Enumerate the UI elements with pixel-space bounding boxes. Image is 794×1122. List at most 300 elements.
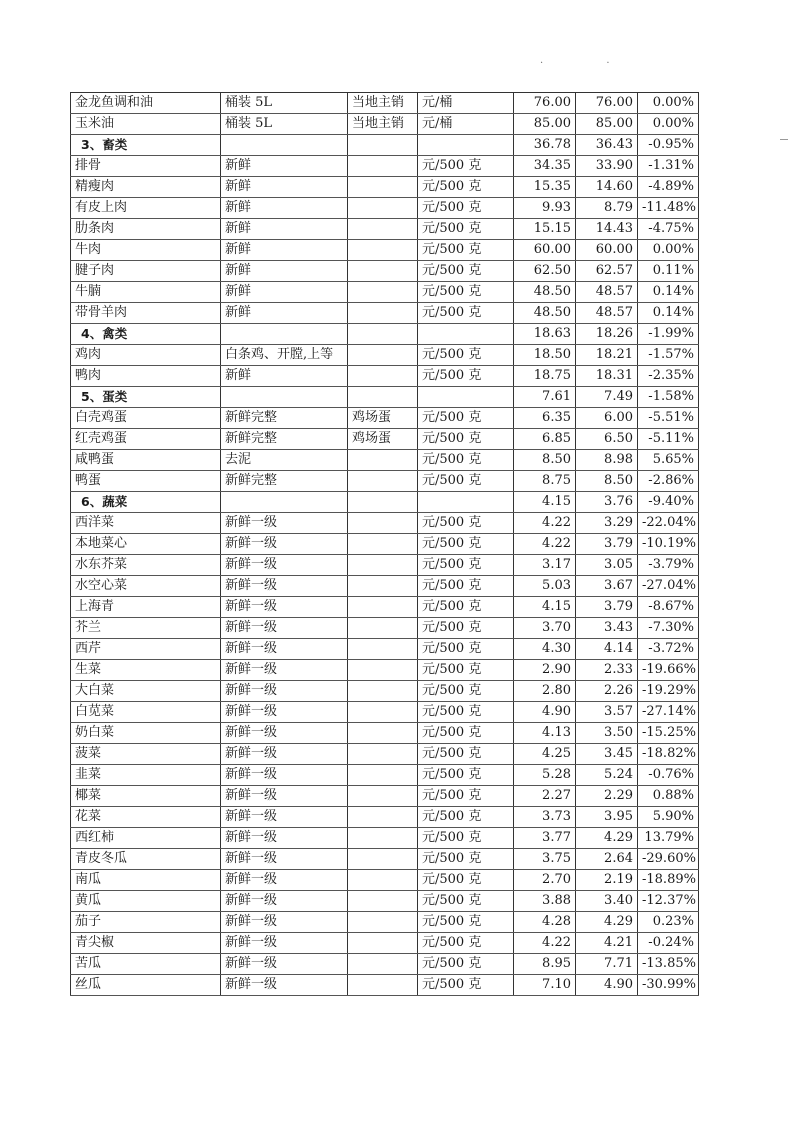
item-name-cell: 肋条肉 — [71, 219, 221, 240]
unit-cell: 元/500 克 — [418, 681, 514, 702]
item-name-cell: 青皮冬瓜 — [71, 849, 221, 870]
note-cell — [348, 828, 418, 849]
table-row — [71, 534, 699, 555]
unit-cell: 元/500 克 — [418, 975, 514, 996]
note-cell: 当地主销 — [348, 114, 418, 135]
spec-cell: 新鲜一级 — [221, 702, 348, 723]
current-price-cell: 8.79 — [576, 198, 638, 219]
change-percent-cell: -22.04% — [638, 513, 699, 534]
change-percent-cell: -1.31% — [638, 156, 699, 177]
previous-price-cell: 4.13 — [514, 723, 576, 744]
item-name-cell: 水东芥菜 — [71, 555, 221, 576]
change-percent-cell: -5.11% — [638, 429, 699, 450]
spec-cell: 新鲜 — [221, 198, 348, 219]
spec-cell — [221, 135, 348, 156]
spec-cell — [221, 324, 348, 345]
change-percent-cell: -1.99% — [638, 324, 699, 345]
note-cell — [348, 597, 418, 618]
previous-price-cell: 18.75 — [514, 366, 576, 387]
current-price-cell: 3.57 — [576, 702, 638, 723]
current-price-cell: 18.26 — [576, 324, 638, 345]
note-cell — [348, 660, 418, 681]
table-row — [71, 912, 699, 933]
previous-price-cell: 9.93 — [514, 198, 576, 219]
table-row — [71, 576, 699, 597]
current-price-cell: 3.43 — [576, 618, 638, 639]
spec-cell — [221, 492, 348, 513]
change-percent-cell: -18.82% — [638, 744, 699, 765]
item-name-cell: 牛肉 — [71, 240, 221, 261]
change-percent-cell: -5.51% — [638, 408, 699, 429]
note-cell — [348, 807, 418, 828]
current-price-cell: 3.79 — [576, 597, 638, 618]
table-row — [71, 807, 699, 828]
table-row — [71, 870, 699, 891]
previous-price-cell: 2.70 — [514, 870, 576, 891]
note-cell — [348, 450, 418, 471]
previous-price-cell: 48.50 — [514, 303, 576, 324]
unit-cell: 元/500 克 — [418, 282, 514, 303]
spec-cell: 白条鸡、开膛,上等 — [221, 345, 348, 366]
previous-price-cell: 3.77 — [514, 828, 576, 849]
unit-cell: 元/500 克 — [418, 219, 514, 240]
note-cell — [348, 324, 418, 345]
table-row — [71, 597, 699, 618]
note-cell — [348, 219, 418, 240]
unit-cell: 元/500 克 — [418, 177, 514, 198]
change-percent-cell: -12.37% — [638, 891, 699, 912]
change-percent-cell: -3.79% — [638, 555, 699, 576]
spec-cell: 新鲜一级 — [221, 660, 348, 681]
current-price-cell: 4.90 — [576, 975, 638, 996]
item-name-cell: 西芹 — [71, 639, 221, 660]
unit-cell: 元/500 克 — [418, 807, 514, 828]
spec-cell: 新鲜一级 — [221, 849, 348, 870]
unit-cell: 元/500 克 — [418, 723, 514, 744]
table-row — [71, 282, 699, 303]
change-percent-cell: -9.40% — [638, 492, 699, 513]
change-percent-cell: -8.67% — [638, 597, 699, 618]
previous-price-cell: 3.70 — [514, 618, 576, 639]
note-cell — [348, 786, 418, 807]
note-cell — [348, 135, 418, 156]
unit-cell: 元/500 克 — [418, 618, 514, 639]
current-price-cell: 62.57 — [576, 261, 638, 282]
table-row — [71, 618, 699, 639]
spec-cell: 新鲜一级 — [221, 975, 348, 996]
note-cell — [348, 156, 418, 177]
change-percent-cell: -0.95% — [638, 135, 699, 156]
item-name-cell: 玉米油 — [71, 114, 221, 135]
price-table — [70, 92, 699, 996]
spec-cell: 新鲜完整 — [221, 408, 348, 429]
previous-price-cell: 2.90 — [514, 660, 576, 681]
spec-cell: 新鲜一级 — [221, 933, 348, 954]
previous-price-cell: 6.85 — [514, 429, 576, 450]
spec-cell: 新鲜一级 — [221, 618, 348, 639]
spec-cell: 新鲜 — [221, 282, 348, 303]
table-row — [71, 303, 699, 324]
unit-cell: 元/500 克 — [418, 576, 514, 597]
note-cell — [348, 387, 418, 408]
unit-cell: 元/500 克 — [418, 303, 514, 324]
current-price-cell: 18.31 — [576, 366, 638, 387]
previous-price-cell: 15.35 — [514, 177, 576, 198]
previous-price-cell: 4.15 — [514, 492, 576, 513]
current-price-cell: 3.29 — [576, 513, 638, 534]
current-price-cell: 85.00 — [576, 114, 638, 135]
item-name-cell: 咸鸭蛋 — [71, 450, 221, 471]
previous-price-cell: 3.75 — [514, 849, 576, 870]
spec-cell: 新鲜一级 — [221, 513, 348, 534]
spec-cell: 新鲜 — [221, 240, 348, 261]
unit-cell: 元/500 克 — [418, 261, 514, 282]
current-price-cell: 4.21 — [576, 933, 638, 954]
unit-cell: 元/500 克 — [418, 450, 514, 471]
current-price-cell: 8.50 — [576, 471, 638, 492]
current-price-cell: 4.14 — [576, 639, 638, 660]
spec-cell: 新鲜 — [221, 303, 348, 324]
unit-cell: 元/500 克 — [418, 555, 514, 576]
table-row — [71, 744, 699, 765]
table-row — [71, 765, 699, 786]
unit-cell: 元/500 克 — [418, 786, 514, 807]
scan-edge-mark — [780, 139, 788, 140]
note-cell — [348, 345, 418, 366]
current-price-cell: 2.33 — [576, 660, 638, 681]
table-row — [71, 219, 699, 240]
category-row — [71, 324, 699, 345]
current-price-cell: 14.43 — [576, 219, 638, 240]
spec-cell: 新鲜一级 — [221, 870, 348, 891]
table-row — [71, 93, 699, 114]
current-price-cell: 3.05 — [576, 555, 638, 576]
note-cell: 鸡场蛋 — [348, 408, 418, 429]
current-price-cell: 6.50 — [576, 429, 638, 450]
unit-cell: 元/500 克 — [418, 345, 514, 366]
previous-price-cell: 4.22 — [514, 933, 576, 954]
spec-cell: 新鲜一级 — [221, 891, 348, 912]
note-cell — [348, 639, 418, 660]
change-percent-cell: -19.29% — [638, 681, 699, 702]
spec-cell: 新鲜 — [221, 156, 348, 177]
unit-cell: 元/500 克 — [418, 933, 514, 954]
table-row — [71, 345, 699, 366]
change-percent-cell: -27.04% — [638, 576, 699, 597]
current-price-cell: 4.29 — [576, 828, 638, 849]
item-name-cell: 茄子 — [71, 912, 221, 933]
note-cell — [348, 240, 418, 261]
scan-specks: · · — [540, 58, 640, 69]
item-name-cell: 菠菜 — [71, 744, 221, 765]
item-name-cell: 牛腩 — [71, 282, 221, 303]
note-cell — [348, 366, 418, 387]
change-percent-cell: 0.88% — [638, 786, 699, 807]
note-cell — [348, 198, 418, 219]
change-percent-cell: -2.86% — [638, 471, 699, 492]
table-row — [71, 723, 699, 744]
spec-cell: 新鲜一级 — [221, 534, 348, 555]
spec-cell: 新鲜一级 — [221, 765, 348, 786]
change-percent-cell: -18.89% — [638, 870, 699, 891]
spec-cell: 新鲜一级 — [221, 744, 348, 765]
previous-price-cell: 3.88 — [514, 891, 576, 912]
current-price-cell: 3.67 — [576, 576, 638, 597]
spec-cell: 桶装 5L — [221, 93, 348, 114]
spec-cell: 新鲜 — [221, 366, 348, 387]
note-cell — [348, 576, 418, 597]
unit-cell — [418, 387, 514, 408]
previous-price-cell: 3.17 — [514, 555, 576, 576]
previous-price-cell: 2.27 — [514, 786, 576, 807]
item-name-cell: 白壳鸡蛋 — [71, 408, 221, 429]
change-percent-cell: -19.66% — [638, 660, 699, 681]
current-price-cell: 76.00 — [576, 93, 638, 114]
item-name-cell: 鸡肉 — [71, 345, 221, 366]
item-name-cell: 鸭肉 — [71, 366, 221, 387]
previous-price-cell: 15.15 — [514, 219, 576, 240]
current-price-cell: 2.26 — [576, 681, 638, 702]
current-price-cell: 3.95 — [576, 807, 638, 828]
change-percent-cell: -7.30% — [638, 618, 699, 639]
current-price-cell: 33.90 — [576, 156, 638, 177]
change-percent-cell: 0.14% — [638, 303, 699, 324]
unit-cell: 元/500 克 — [418, 408, 514, 429]
item-name-cell: 白苋菜 — [71, 702, 221, 723]
change-percent-cell: 0.23% — [638, 912, 699, 933]
current-price-cell: 2.64 — [576, 849, 638, 870]
current-price-cell: 7.71 — [576, 954, 638, 975]
table-row — [71, 681, 699, 702]
current-price-cell: 8.98 — [576, 450, 638, 471]
note-cell — [348, 870, 418, 891]
note-cell — [348, 849, 418, 870]
current-price-cell: 14.60 — [576, 177, 638, 198]
current-price-cell: 48.57 — [576, 282, 638, 303]
previous-price-cell: 4.28 — [514, 912, 576, 933]
change-percent-cell: -1.58% — [638, 387, 699, 408]
table-row — [71, 828, 699, 849]
unit-cell: 元/500 克 — [418, 891, 514, 912]
item-name-cell: 上海青 — [71, 597, 221, 618]
note-cell — [348, 282, 418, 303]
note-cell — [348, 744, 418, 765]
note-cell — [348, 765, 418, 786]
item-name-cell: 3、畜类 — [71, 135, 221, 156]
unit-cell — [418, 492, 514, 513]
previous-price-cell: 8.50 — [514, 450, 576, 471]
unit-cell — [418, 135, 514, 156]
item-name-cell: 排骨 — [71, 156, 221, 177]
table-row — [71, 156, 699, 177]
item-name-cell: 红壳鸡蛋 — [71, 429, 221, 450]
spec-cell — [221, 387, 348, 408]
note-cell — [348, 681, 418, 702]
unit-cell: 元/500 克 — [418, 639, 514, 660]
item-name-cell: 本地菜心 — [71, 534, 221, 555]
current-price-cell: 3.50 — [576, 723, 638, 744]
previous-price-cell: 4.90 — [514, 702, 576, 723]
current-price-cell: 18.21 — [576, 345, 638, 366]
category-row — [71, 135, 699, 156]
table-row — [71, 429, 699, 450]
change-percent-cell: -10.19% — [638, 534, 699, 555]
current-price-cell: 60.00 — [576, 240, 638, 261]
item-name-cell: 4、禽类 — [71, 324, 221, 345]
item-name-cell: 有皮上肉 — [71, 198, 221, 219]
change-percent-cell: 0.14% — [638, 282, 699, 303]
table-row — [71, 177, 699, 198]
table-row — [71, 366, 699, 387]
category-row — [71, 492, 699, 513]
table-row — [71, 555, 699, 576]
change-percent-cell: 0.00% — [638, 114, 699, 135]
table-row — [71, 198, 699, 219]
change-percent-cell: -15.25% — [638, 723, 699, 744]
note-cell — [348, 891, 418, 912]
spec-cell: 新鲜一级 — [221, 555, 348, 576]
item-name-cell: 金龙鱼调和油 — [71, 93, 221, 114]
change-percent-cell: 0.00% — [638, 240, 699, 261]
spec-cell: 新鲜一级 — [221, 576, 348, 597]
previous-price-cell: 60.00 — [514, 240, 576, 261]
previous-price-cell: 62.50 — [514, 261, 576, 282]
table-row — [71, 849, 699, 870]
current-price-cell: 4.29 — [576, 912, 638, 933]
spec-cell: 新鲜一级 — [221, 828, 348, 849]
unit-cell: 元/500 克 — [418, 744, 514, 765]
table-row — [71, 261, 699, 282]
change-percent-cell: 5.90% — [638, 807, 699, 828]
change-percent-cell: -3.72% — [638, 639, 699, 660]
note-cell: 鸡场蛋 — [348, 429, 418, 450]
previous-price-cell: 8.95 — [514, 954, 576, 975]
previous-price-cell: 7.10 — [514, 975, 576, 996]
change-percent-cell: 0.00% — [638, 93, 699, 114]
unit-cell: 元/桶 — [418, 93, 514, 114]
item-name-cell: 西红柿 — [71, 828, 221, 849]
previous-price-cell: 5.28 — [514, 765, 576, 786]
previous-price-cell: 3.73 — [514, 807, 576, 828]
unit-cell: 元/桶 — [418, 114, 514, 135]
item-name-cell: 6、蔬菜 — [71, 492, 221, 513]
change-percent-cell: -13.85% — [638, 954, 699, 975]
current-price-cell: 48.57 — [576, 303, 638, 324]
spec-cell: 新鲜完整 — [221, 471, 348, 492]
current-price-cell: 3.40 — [576, 891, 638, 912]
unit-cell: 元/500 克 — [418, 660, 514, 681]
spec-cell: 新鲜一级 — [221, 597, 348, 618]
note-cell — [348, 492, 418, 513]
change-percent-cell: -4.89% — [638, 177, 699, 198]
item-name-cell: 生菜 — [71, 660, 221, 681]
unit-cell: 元/500 克 — [418, 870, 514, 891]
item-name-cell: 西洋菜 — [71, 513, 221, 534]
change-percent-cell: -0.76% — [638, 765, 699, 786]
change-percent-cell: -4.75% — [638, 219, 699, 240]
unit-cell: 元/500 克 — [418, 513, 514, 534]
spec-cell: 新鲜完整 — [221, 429, 348, 450]
current-price-cell: 7.49 — [576, 387, 638, 408]
table-row — [71, 891, 699, 912]
table-row — [71, 933, 699, 954]
spec-cell: 新鲜 — [221, 219, 348, 240]
item-name-cell: 椰菜 — [71, 786, 221, 807]
unit-cell: 元/500 克 — [418, 597, 514, 618]
item-name-cell: 丝瓜 — [71, 975, 221, 996]
spec-cell: 新鲜一级 — [221, 807, 348, 828]
change-percent-cell: -29.60% — [638, 849, 699, 870]
unit-cell: 元/500 克 — [418, 198, 514, 219]
unit-cell: 元/500 克 — [418, 471, 514, 492]
table-row — [71, 471, 699, 492]
previous-price-cell: 76.00 — [514, 93, 576, 114]
table-row — [71, 240, 699, 261]
change-percent-cell: 0.11% — [638, 261, 699, 282]
item-name-cell: 韭菜 — [71, 765, 221, 786]
unit-cell: 元/500 克 — [418, 849, 514, 870]
unit-cell: 元/500 克 — [418, 954, 514, 975]
unit-cell: 元/500 克 — [418, 534, 514, 555]
item-name-cell: 南瓜 — [71, 870, 221, 891]
previous-price-cell: 18.50 — [514, 345, 576, 366]
previous-price-cell: 36.78 — [514, 135, 576, 156]
note-cell — [348, 303, 418, 324]
unit-cell — [418, 324, 514, 345]
previous-price-cell: 8.75 — [514, 471, 576, 492]
change-percent-cell: -1.57% — [638, 345, 699, 366]
current-price-cell: 3.76 — [576, 492, 638, 513]
change-percent-cell: -27.14% — [638, 702, 699, 723]
previous-price-cell: 34.35 — [514, 156, 576, 177]
current-price-cell: 3.45 — [576, 744, 638, 765]
unit-cell: 元/500 克 — [418, 765, 514, 786]
spec-cell: 新鲜 — [221, 261, 348, 282]
note-cell — [348, 618, 418, 639]
spec-cell: 新鲜一级 — [221, 954, 348, 975]
item-name-cell: 5、蛋类 — [71, 387, 221, 408]
spec-cell: 新鲜一级 — [221, 912, 348, 933]
table-row — [71, 660, 699, 681]
item-name-cell: 大白菜 — [71, 681, 221, 702]
note-cell — [348, 954, 418, 975]
note-cell — [348, 177, 418, 198]
spec-cell: 新鲜一级 — [221, 681, 348, 702]
table-row — [71, 639, 699, 660]
table-row — [71, 513, 699, 534]
item-name-cell: 花菜 — [71, 807, 221, 828]
change-percent-cell: -11.48% — [638, 198, 699, 219]
previous-price-cell: 4.30 — [514, 639, 576, 660]
current-price-cell: 6.00 — [576, 408, 638, 429]
current-price-cell: 5.24 — [576, 765, 638, 786]
change-percent-cell: -0.24% — [638, 933, 699, 954]
price-table-body — [71, 93, 699, 996]
previous-price-cell: 85.00 — [514, 114, 576, 135]
current-price-cell: 2.19 — [576, 870, 638, 891]
spec-cell: 新鲜一级 — [221, 639, 348, 660]
previous-price-cell: 4.15 — [514, 597, 576, 618]
unit-cell: 元/500 克 — [418, 828, 514, 849]
unit-cell: 元/500 克 — [418, 429, 514, 450]
note-cell — [348, 975, 418, 996]
note-cell — [348, 912, 418, 933]
spec-cell: 桶装 5L — [221, 114, 348, 135]
item-name-cell: 青尖椒 — [71, 933, 221, 954]
item-name-cell: 奶白菜 — [71, 723, 221, 744]
table-row — [71, 114, 699, 135]
note-cell — [348, 534, 418, 555]
